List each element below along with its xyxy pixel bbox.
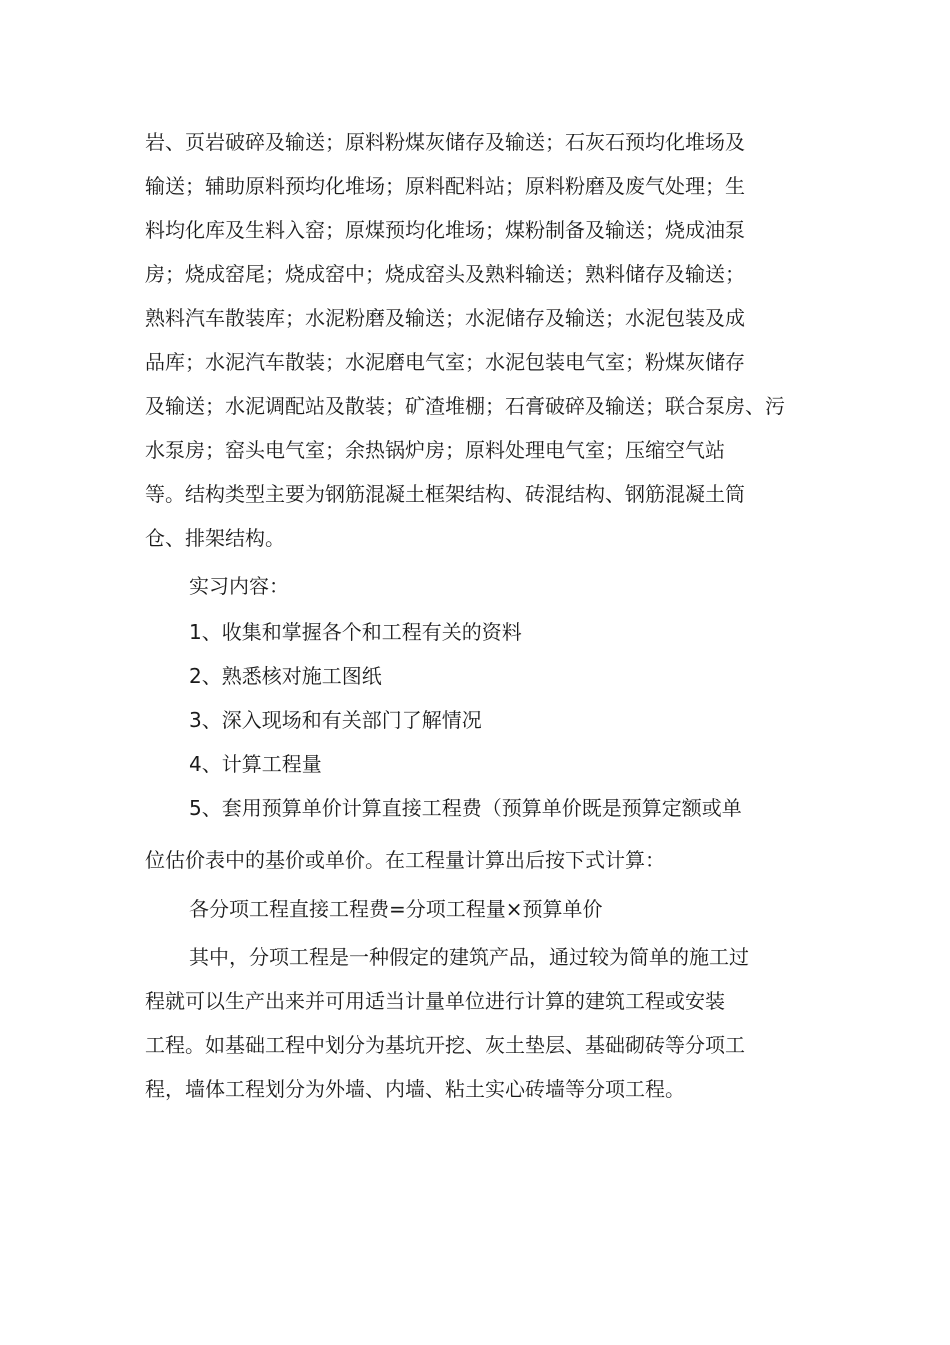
paragraph-line: 仓、排架结构。	[145, 526, 285, 550]
paragraph-line: 等。结构类型主要为钢筋混凝土框架结构、砖混结构、钢筋混凝土筒	[145, 482, 745, 506]
paragraph-line: 程就可以生产出来并可用适当计量单位进行计算的建筑工程或安装	[145, 989, 725, 1013]
paragraph-line: 品库；水泥汽车散装；水泥磨电气室；水泥包装电气室；粉煤灰储存	[145, 350, 745, 374]
section-heading: 实习内容：	[189, 574, 289, 598]
paragraph-line: 程，墙体工程划分为外墙、内墙、粘土实心砖墙等分项工程。	[145, 1077, 685, 1101]
paragraph-line: 料均化库及生料入窑；原煤预均化堆场；煤粉制备及输送；烧成油泵	[145, 218, 745, 242]
list-item: 1、收集和掌握各个和工程有关的资料	[189, 620, 522, 644]
formula-line: 各分项工程直接工程费=分项工程量×预算单价	[189, 897, 603, 921]
paragraph-line: 房；烧成窑尾；烧成窑中；烧成窑头及熟料输送；熟料储存及输送；	[145, 262, 745, 286]
formula-block	[145, 887, 795, 931]
paragraph-line: 及输送；水泥调配站及散装；矿渣堆棚；石膏破碎及输送；联合泵房、污	[145, 394, 785, 418]
paragraph-line: 水泵房；窑头电气室；余热锅炉房；原料处理电气室；压缩空气站	[145, 438, 725, 462]
list-item-continuation-block	[145, 838, 795, 882]
list-item: 2、熟悉核对施工图纸	[189, 664, 382, 688]
paragraph-definition	[145, 935, 795, 1111]
internship-task-list	[145, 610, 795, 830]
list-item: 3、深入现场和有关部门了解情况	[189, 708, 482, 732]
list-item: 5、套用预算单价计算直接工程费（预算单价既是预算定额或单	[189, 796, 742, 820]
paragraph-line: 输送；辅助原料预均化堆场；原料配料站；原料粉磨及废气处理；生	[145, 174, 745, 198]
paragraph-facility-list	[145, 120, 795, 560]
list-item-continuation: 位估价表中的基价或单价。在工程量计算出后按下式计算：	[145, 848, 665, 872]
paragraph-line: 其中，分项工程是一种假定的建筑产品，通过较为简单的施工过	[189, 945, 749, 969]
paragraph-line: 熟料汽车散装库；水泥粉磨及输送；水泥储存及输送；水泥包装及成	[145, 306, 745, 330]
paragraph-line: 工程。如基础工程中划分为基坑开挖、灰土垫层、基础砌砖等分项工	[145, 1033, 745, 1057]
section-heading-block	[145, 564, 795, 608]
paragraph-line: 岩、页岩破碎及输送；原料粉煤灰储存及输送；石灰石预均化堆场及	[145, 130, 745, 154]
list-item: 4、计算工程量	[189, 752, 322, 776]
